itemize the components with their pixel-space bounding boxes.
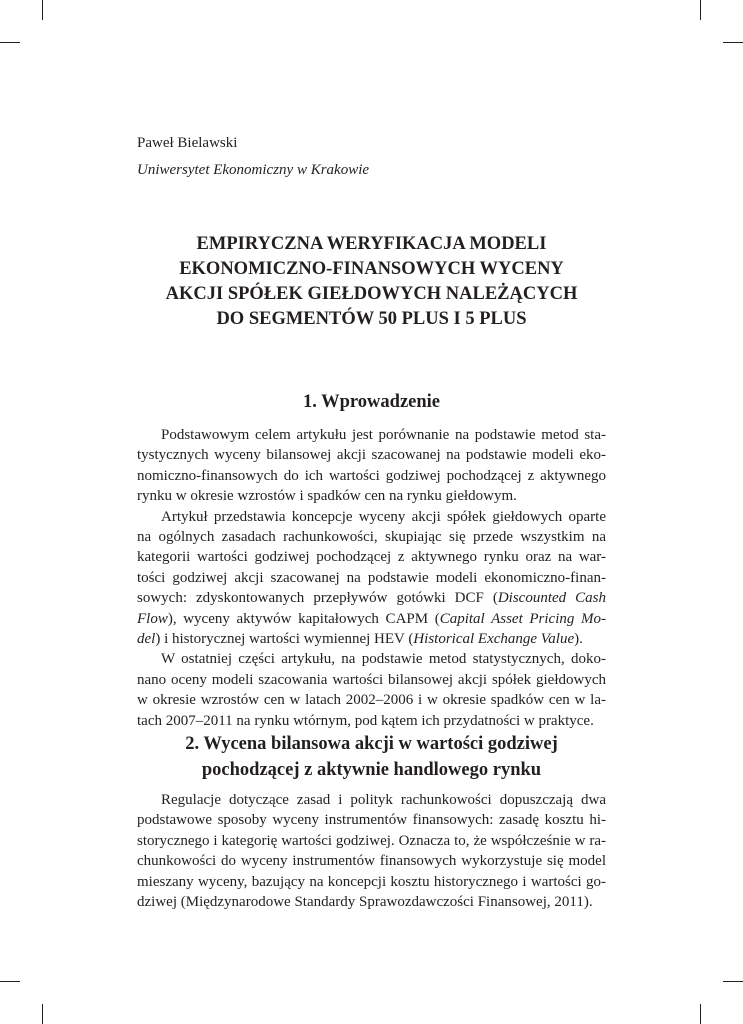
crop-mark-left-bottom [0,981,20,982]
article-title [137,232,606,332]
text-line: Regulacje dotyczące zasad i polityk rachunkowości dopuszczają dwa [161,792,606,808]
section-1-paragraph-1 [137,425,606,507]
text-line: mieszany wyceny, bazujący na koncepcji kosztu historycznego i wartości go- [137,873,606,890]
text-line: sowych: zdyskontowanych przepływów gotówki DCF (Discounted Cash [137,590,606,607]
text-line: podstawowe sposoby wyceny instrumentów finansowych: zasadę kosztu hi- [137,812,606,829]
title-line: EMPIRYCZNA WERYFIKACJA MODELI [196,234,547,254]
text-line: tości godziwej akcji szacowanej na podstawie modeli ekonomiczno-finan- [137,569,606,586]
text-line: na ogólnych zasadach rachunkowości, skupiając się przede wszystkim na [137,529,606,546]
title-line: DO SEGMENTÓW 50 PLUS I 5 PLUS [216,309,527,329]
section-2-body [137,790,606,912]
text-line: tach 2007–2011 na rynku wtórnym, pod kątem ich przydatności w praktyce. [137,712,594,729]
text-line: Flow), wyceny aktywów kapitałowych CAPM (Capital Asset Pricing Mo- [137,610,606,627]
author-affiliation: Uniwersytet Ekonomiczny w Krakowie [137,162,370,178]
section-2-paragraph-1 [137,790,606,912]
title-line: AKCJI SPÓŁEK GIEŁDOWYCH NALEŻĄCYCH [165,284,578,304]
text-line: rynku w okresie wzrostów i spadków cen na rynku giełdowym. [137,488,517,505]
section-1-paragraph-2 [137,507,606,650]
section-2-heading: 2. Wycena bilansowa akcji w wartości godziwej pochodzącej z aktywnie handlowego rynku [185,734,558,780]
text-line: W ostatniej części artykułu, na podstawie metod statystycznych, doko- [161,651,606,668]
text-line: nano oceny modeli szacowania wartości bilansowej akcji spółek giełdowych [137,671,606,688]
crop-mark-left-top [0,42,20,43]
author-name: Paweł Bielawski [137,135,238,151]
crop-mark-top-right [700,0,701,20]
text-line: kategorii wartości godziwej pochodzącej z aktywnego rynku oraz na war- [137,549,606,566]
text-line: chunkowości do wyceny instrumentów finansowych wykorzystuje się model [137,853,606,870]
section-1-body [137,425,606,731]
text-line: Podstawowym celem artykułu jest porównanie na podstawie metod sta- [161,427,606,443]
crop-mark-right-top [723,42,743,43]
title-line: EKONOMICZNO-FINANSOWYCH WYCENY [179,259,564,279]
crop-mark-bottom-right [700,1004,701,1024]
text-line: nomiczno-finansowych do ich wartości godziwej pochodzącej z aktywnego [137,467,606,484]
text-line: Artykuł przedstawia koncepcje wyceny akcji spółek giełdowych oparte [161,508,606,525]
text-line: tystycznych wyceny bilansowej akcji szacowanej na podstawie modeli eko- [137,447,606,464]
section-1-paragraph-3 [137,649,606,731]
section-1-heading: 1. Wprowadzenie [302,392,441,412]
crop-mark-top-left [42,0,43,20]
text-line: del) i historycznej wartości wymiennej HEV (Historical Exchange Value). [137,631,583,648]
text-line: dziwej (Międzynarodowe Standardy Sprawozdawczości Finansowej, 2011). [137,894,593,911]
crop-mark-right-bottom [723,981,743,982]
crop-mark-bottom-left [42,1004,43,1024]
text-line: w okresie wzrostów cen w latach 2002–2006 i w okresie spadków cen w la- [137,692,606,709]
text-line: storycznego i kategorię wartości godziwej. Oznacza to, że współcześnie w ra- [137,832,606,849]
